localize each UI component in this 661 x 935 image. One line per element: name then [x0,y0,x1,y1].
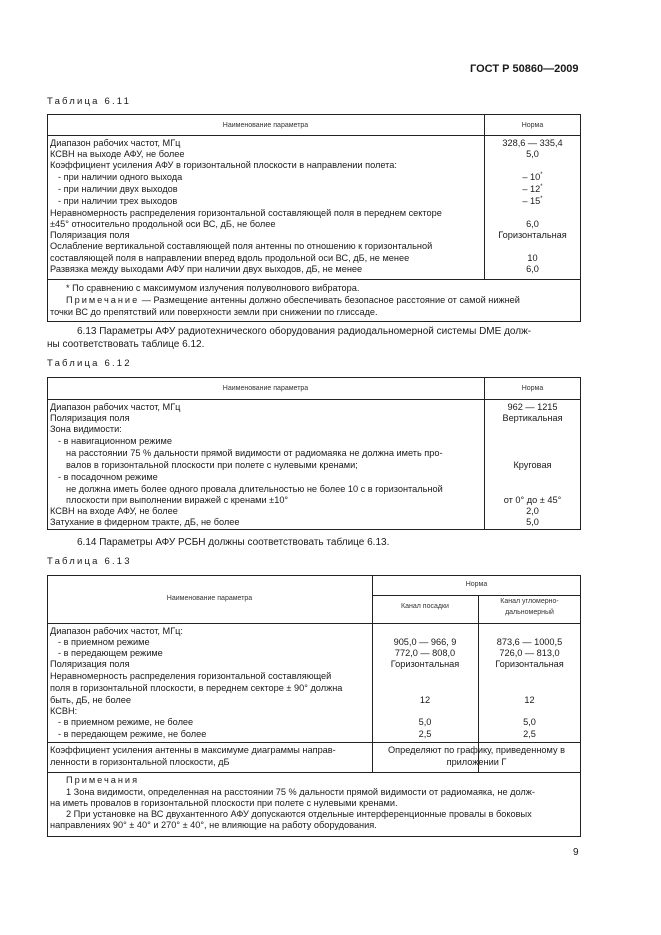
table-row: КСВН: [50,706,78,716]
table-cell: 12 [524,695,535,705]
table-cell: Горизонтальная [495,659,564,669]
table-row: Диапазон рабочих частот, МГц: [50,626,183,636]
table-note-continued: точки ВС до препятствий или поверхности земли при снижении по глиссаде. [50,307,378,317]
table-row: КСВН на выходе АФУ, не более [50,149,185,159]
table-cell: 726,0 — 813,0 [499,648,560,658]
table-row: - в приемном режиме [58,637,150,647]
column-header-norm: Норма [521,385,544,392]
table-row: Коэффициент усиления антенны в максимуме диаграммы направ- [50,745,336,755]
table-row: Затухание в фидерном тракте, дБ, не более [50,517,240,527]
table-row: Зона видимости: [50,424,122,434]
standard-number: ГОСТ Р 50860—2009 [470,63,579,75]
table-footnote: * По сравнению с максимумом излучения полуволнового вибратора. [66,283,360,293]
table-cell: 2,5 [523,729,536,739]
table-cell: 962 — 1215 [507,402,558,412]
table-cell: 12 [419,695,431,705]
page-number: 9 [573,847,579,858]
table-cell: Горизонтальная [390,659,460,669]
table-note: 1 Зона видимости, определенная на расстоянии 75 % дальности прямой видимости от радиомаяка, не долж- [66,787,535,797]
table-cell: 328,6 — 335,4 [502,138,563,148]
table-row: Неравномерность распределения горизонтальной составляющей поля в переднем секторе [50,208,442,218]
table-row: Развязка между выходами АФУ при наличии двух выходов, дБ, не менее [50,264,363,274]
table-cell: – 10* [522,172,543,182]
table-cell: 2,5 [418,729,432,739]
table-cell: от 0° до ± 45° [503,495,562,505]
column-header-norm: Норма [521,122,544,129]
table-row: валов в горизонтальной плоскости при полете с нулевыми кренами; [66,460,358,470]
table-cell: 5,0 [526,149,539,159]
paragraph-6-13-continued: ны соответствовать таблице 6.12. [47,339,205,350]
table-cell: 6,0 [526,219,539,229]
table-row: составляющей поля в направлении вперед вдоль продольной оси ВС, дБ, не менее [50,253,410,263]
table-row: плоскости при выполнении виражей с кренами ±10° [66,495,289,505]
table-cell: 873,6 — 1000,5 [496,637,563,647]
table-row: Поляризация поля [50,659,130,669]
table-cell: – 15* [522,196,543,206]
column-header-landing-channel: Канал посадки [401,603,449,610]
column-header-parameter: Наименование параметра [222,385,309,392]
table-row: Ослабление вертикальной составляющей поля антенны по отношению к горизонтальной [50,241,433,251]
table-note: Примечание — Размещение антенны должно обеспечивать безопасное расстояние от самой нижней [66,295,520,305]
table-row: Диапазон рабочих частот, МГц [50,138,181,148]
table-cell: 10 [527,253,538,263]
table-note-continued: на иметь провалов в горизонтальной плоскости при полете с нулевыми кренами. [50,798,398,808]
table-note-continued: направлениях 90° ± 40° и 270° ± 40°, не влияющие на работу оборудования. [50,820,377,830]
table-cell: 6,0 [526,264,539,274]
table-cell: Горизонтальная [498,230,567,240]
column-header-parameter: Наименование параметра [222,122,309,129]
table-cell: приложении Г [446,757,507,767]
paragraph-6-13: 6.13 Параметры АФУ радиотехнического оборудования радиодальномерной системы DME долж- [77,326,532,337]
table-6-11-caption: Таблица 6.11 [47,96,132,107]
table-row: КСВН на входе АФУ, не более [50,506,178,516]
table-row: Диапазон рабочих частот, МГц [50,402,181,412]
table-row: ленности в горизонтальной плоскости, дБ [50,757,230,767]
table-cell: – 12* [522,184,543,194]
table-row: - при наличии одного выхода [58,172,183,182]
table-row: - в посадочном режиме [58,472,158,482]
table-row: Поляризация поля [50,413,130,423]
column-header-parameter: Наименование параметра [166,595,253,602]
table-cell: Вертикальная [502,413,563,423]
table-cell: 5,0 [418,717,432,727]
table-cell: 5,0 [526,517,539,527]
table-notes-label: Примечания [66,775,140,785]
column-header-goniometric-channel: Канал угломерно- [500,598,559,605]
table-row: быть, дБ, не более [50,695,131,705]
table-row: - в приемном режиме, не более [58,717,194,727]
table-row: - при наличии трех выходов [58,196,178,206]
table-row: - в передающем режиме, не более [58,729,207,739]
table-cell: 905,0 — 966, 9 [393,637,457,647]
table-6-12-caption: Таблица 6.12 [47,358,132,369]
table-row: Неравномерность распределения горизонтальной составляющей [50,671,332,681]
table-6-13-caption: Таблица 6.13 [47,556,132,567]
table-row: ±45° относительно продольной оси ВС, дБ, не более [50,219,276,229]
table-row: на расстоянии 75 % дальности прямой видимости от радиомаяка не должна иметь про- [66,448,443,458]
paragraph-6-14: 6.14 Параметры АФУ РСБН должны соответствовать таблице 6.13. [77,537,390,548]
table-row: - в передающем режиме [58,648,163,658]
table-cell: Определяют по графику, приведенному в [388,745,565,755]
table-note: 2 При установке на ВС двухантенного АФУ допускаются отдельные интерференционные провалы в боковых [66,809,532,819]
table-cell: 5,0 [523,717,536,727]
table-cell: 2,0 [526,506,539,516]
table-row: не должна иметь более одного провала длительностью не более 10 с в горизонтальной [66,484,443,494]
table-row: поля в горизонтальной плоскости, в переднем секторе ± 90° должна [50,683,343,693]
table-row: - в навигационном режиме [58,436,172,446]
table-row: Поляризация поля [50,230,130,240]
column-header-goniometric-channel-continued: дальномерный [505,609,554,616]
table-row: - при наличии двух выходов [58,184,178,194]
table-cell: 772,0 — 808,0 [394,648,456,658]
table-row: Коэффициент усиления АФУ в горизонтальной плоскости в направлении полета: [50,160,397,170]
column-header-norm: Норма [465,581,488,588]
table-cell: Круговая [513,460,552,470]
